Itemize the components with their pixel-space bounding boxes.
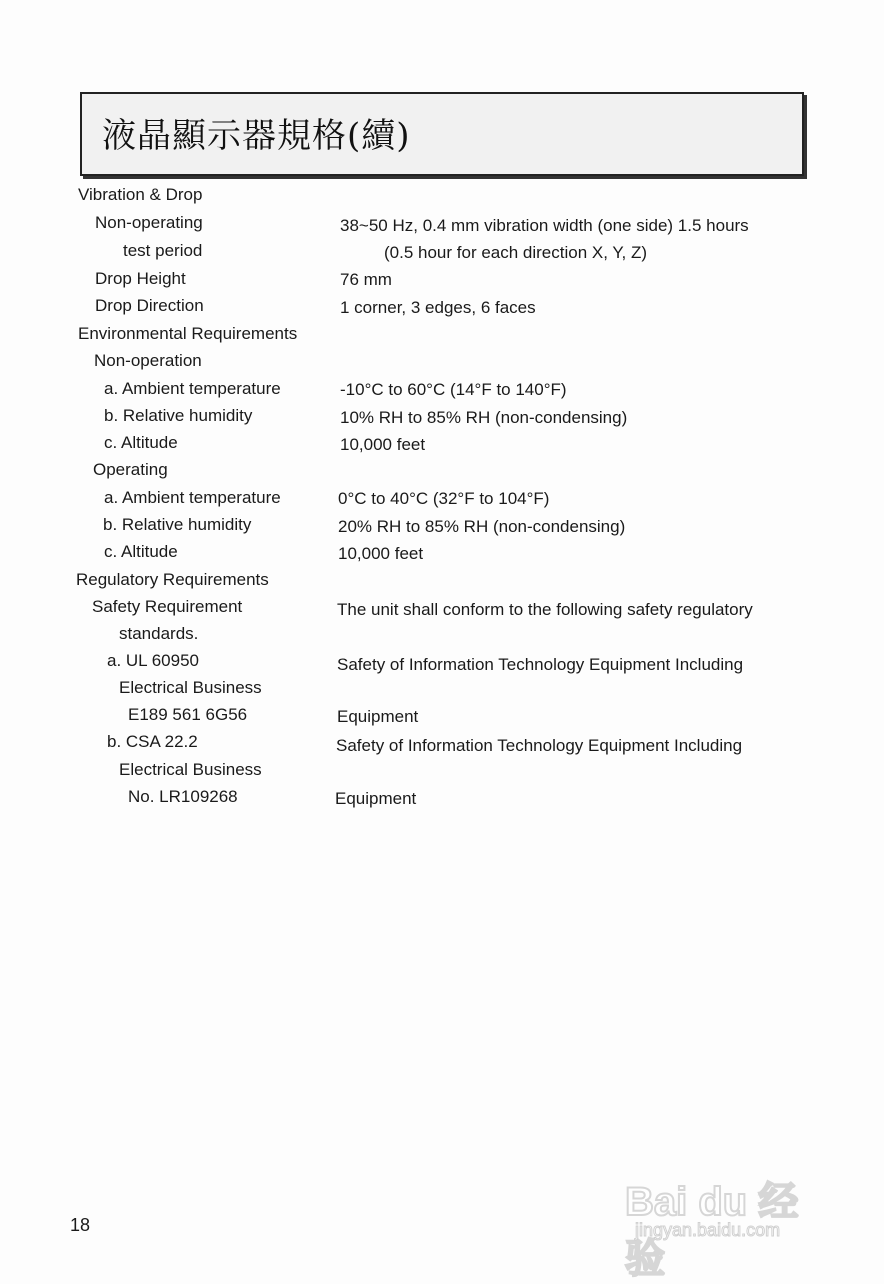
spec-value: (0.5 hour for each direction X, Y, Z) (384, 243, 648, 262)
spec-value: Safety of Information Technology Equipment Including (336, 736, 743, 755)
spec-value: 0°C to 40°C (32°F to 104°F) (338, 489, 550, 508)
spec-label: a. Ambient temperature (104, 379, 281, 398)
spec-value: 10,000 feet (338, 544, 424, 563)
spec-value: 10,000 feet (340, 435, 426, 454)
spec-label: Operating (93, 460, 168, 479)
spec-label: E189 561 6G56 (128, 705, 248, 724)
spec-value: The unit shall conform to the following safety regulatory (337, 600, 753, 619)
baidu-watermark (625, 1150, 835, 1281)
header-box (80, 92, 804, 176)
spec-label: Non-operating (95, 213, 203, 232)
spec-label: test period (123, 241, 203, 260)
page-title: 液晶顯示器規格(續) (102, 116, 411, 156)
spec-value: 10% RH to 85% RH (non-condensing) (340, 408, 628, 427)
page-number: 18 (70, 1215, 91, 1235)
section-heading: Environmental Requirements (78, 324, 298, 343)
watermark-logo: Bai du 经验 (625, 1180, 799, 1281)
spec-value: Safety of Information Technology Equipment Including (337, 655, 744, 674)
watermark-url: jingyan.baidu.com (635, 1220, 781, 1240)
spec-label: Drop Direction (95, 296, 204, 315)
spec-label: Safety Requirement (92, 597, 243, 616)
spec-value: 20% RH to 85% RH (non-condensing) (338, 517, 626, 536)
spec-value: 76 mm (340, 270, 392, 289)
spec-label: b. CSA 22.2 (107, 732, 198, 751)
spec-label: No. LR109268 (128, 787, 238, 806)
spec-label: standards. (119, 624, 199, 643)
spec-label: c. Altitude (104, 542, 178, 561)
spec-label: a. Ambient temperature (104, 488, 281, 507)
spec-value: Equipment (335, 789, 417, 808)
spec-label: Electrical Business (119, 760, 262, 779)
spec-value: 38~50 Hz, 0.4 mm vibration width (one side) 1.5 hours (340, 216, 749, 235)
spec-label: Non-operation (94, 351, 202, 370)
spec-value: -10°C to 60°C (14°F to 140°F) (340, 380, 567, 399)
spec-label: b. Relative humidity (104, 406, 253, 425)
spec-label: c. Altitude (104, 433, 178, 452)
section-heading: Vibration & Drop (78, 185, 203, 204)
spec-label: a. UL 60950 (107, 651, 199, 670)
spec-label: Electrical Business (119, 678, 262, 697)
section-heading: Regulatory Requirements (76, 570, 269, 589)
spec-value: 1 corner, 3 edges, 6 faces (340, 298, 536, 317)
spec-value: Equipment (337, 707, 419, 726)
spec-label: Drop Height (95, 269, 186, 288)
spec-label: b. Relative humidity (103, 515, 252, 534)
